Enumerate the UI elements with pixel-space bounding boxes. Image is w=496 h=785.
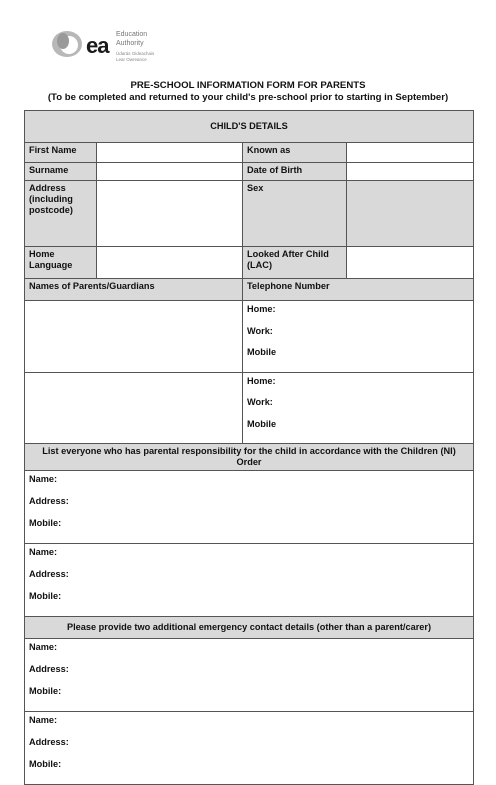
childs-details-header: CHILD'S DETAILS xyxy=(25,111,474,143)
parental-responsibility-entry-1[interactable] xyxy=(25,471,474,544)
logo-sub-line-2: Lear Owreance xyxy=(116,57,147,62)
looked-after-child-field[interactable] xyxy=(347,247,474,279)
ea-logo xyxy=(50,27,170,69)
mobile-phone-label: Mobile xyxy=(247,418,277,429)
home-phone-label: Home: xyxy=(247,304,276,314)
first-name-field[interactable] xyxy=(97,143,243,163)
information-form xyxy=(24,110,474,785)
logo-sub-names xyxy=(116,51,154,63)
page-subtitle: (To be completed and returned to your child's pre-school prior to starting in September) xyxy=(47,92,449,103)
address-label: Address: xyxy=(29,737,69,747)
address-label: Address: xyxy=(29,664,69,674)
sex-field[interactable] xyxy=(347,181,474,247)
mobile-label: Mobile: xyxy=(29,759,62,769)
address-label: Address: xyxy=(29,569,69,579)
logo-sub-line-1: Údarás Oideachais xyxy=(116,51,155,56)
page-title: PRE-SCHOOL INFORMATION FORM FOR PARENTS xyxy=(130,80,366,91)
name-label: Name: xyxy=(29,642,58,652)
mobile-label: Mobile: xyxy=(29,686,62,696)
sex-label: Sex xyxy=(243,181,347,247)
emergency-contact-entry-2[interactable] xyxy=(25,712,474,785)
mobile-phone-label: Mobile xyxy=(247,347,277,357)
address-label: Address: xyxy=(29,496,69,506)
surname-field[interactable] xyxy=(97,163,243,181)
home-language-field[interactable] xyxy=(97,247,243,279)
name-label: Name: xyxy=(29,474,58,484)
mobile-label: Mobile: xyxy=(29,518,62,528)
known-as-label: Known as xyxy=(243,143,347,163)
date-of-birth-field[interactable] xyxy=(347,163,474,181)
date-of-birth-label: Date of Birth xyxy=(243,163,347,181)
ea-logo-icon xyxy=(50,29,84,59)
home-language-label: Home Language xyxy=(25,247,97,279)
logo-org-line-2: Authority xyxy=(116,40,144,47)
logo-org-line-1: Education xyxy=(116,31,148,38)
work-phone-label: Work: xyxy=(247,325,273,336)
parent-guardian-name-field-1[interactable] xyxy=(25,301,243,373)
known-as-field[interactable] xyxy=(347,143,474,163)
mobile-label: Mobile: xyxy=(29,591,62,601)
looked-after-child-label: Looked After Child (LAC) xyxy=(243,247,347,279)
parent-guardian-name-field-2[interactable] xyxy=(25,372,243,444)
address-field[interactable] xyxy=(97,181,243,247)
work-phone-label: Work: xyxy=(247,397,273,407)
parental-responsibility-header: List everyone who has parental responsibility for the child in accordance with the Children (NI) Order xyxy=(25,444,474,471)
emergency-contacts-header: Please provide two additional emergency contact details (other than a parent/carer) xyxy=(25,617,474,639)
telephone-block-2[interactable] xyxy=(243,372,474,444)
telephone-number-label: Telephone Number xyxy=(243,279,474,301)
name-label: Name: xyxy=(29,715,58,725)
logo-org-name xyxy=(116,30,147,48)
emergency-contact-entry-1[interactable] xyxy=(25,639,474,712)
parents-guardians-label: Names of Parents/Guardians xyxy=(25,279,243,301)
home-phone-label: Home: xyxy=(247,375,276,386)
logo-mark: ea xyxy=(86,33,109,58)
address-label: Address (including postcode) xyxy=(25,181,97,247)
telephone-block-1[interactable] xyxy=(243,301,474,373)
surname-label: Surname xyxy=(25,163,97,181)
parental-responsibility-entry-2[interactable] xyxy=(25,544,474,617)
first-name-label: First Name xyxy=(25,143,97,163)
name-label: Name: xyxy=(29,547,58,557)
